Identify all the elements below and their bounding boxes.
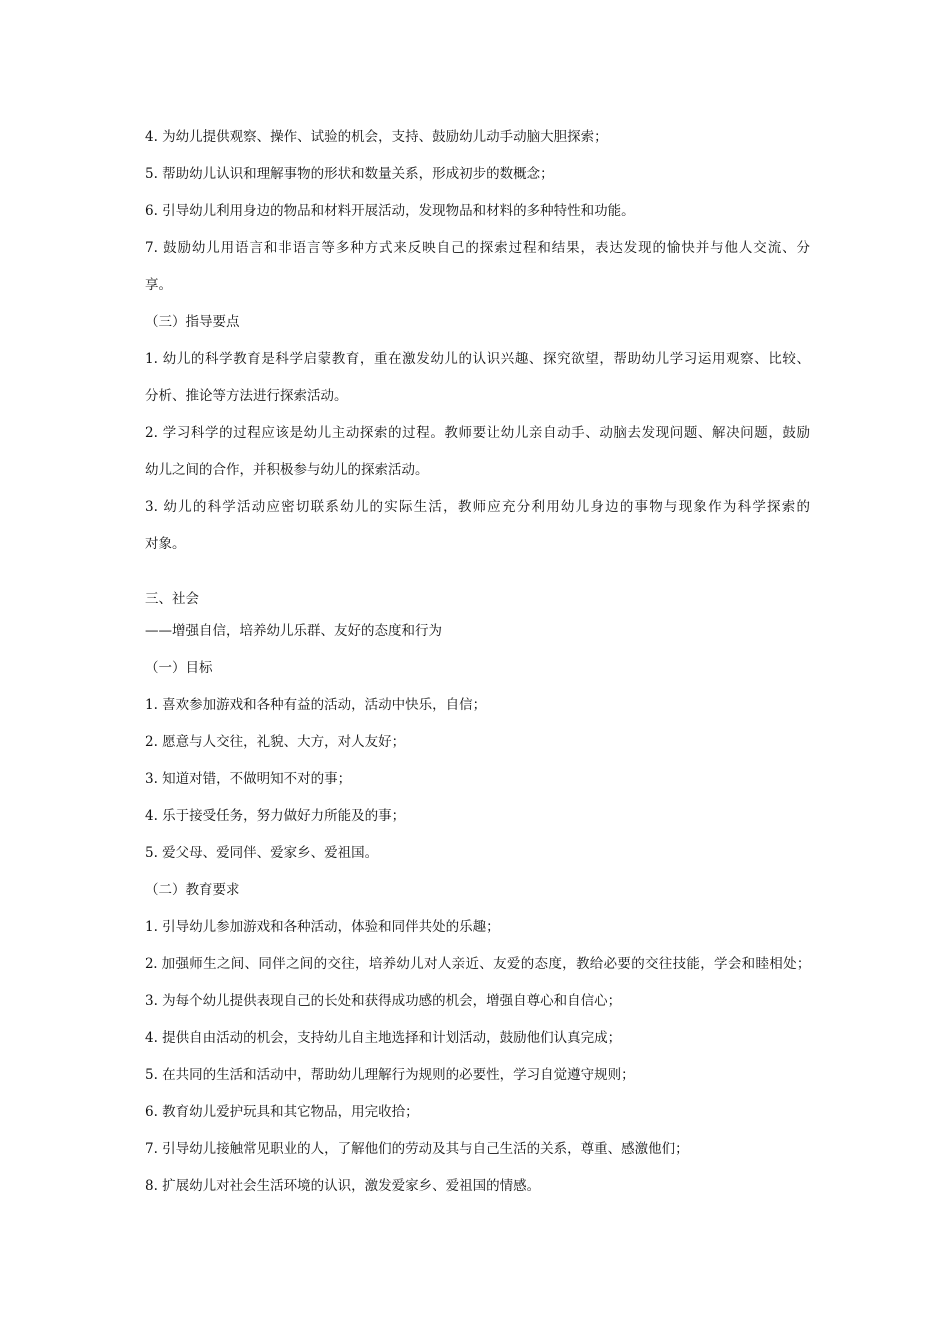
paragraph-continuation: 分析、推论等方法进行探索活动。 [145, 388, 348, 404]
document-body [145, 124, 810, 1210]
list-item: 7. 鼓励幼儿用语言和非语言等多种方式来反映自己的探索过程和结果，表达发现的愉快并与他人交流、分 [145, 240, 810, 256]
list-item: 4. 乐于接受任务，努力做好力所能及的事； [145, 808, 406, 824]
list-item: 6. 教育幼儿爱护玩具和其它物品，用完收拾； [145, 1104, 419, 1120]
section-subheading: （三）指导要点 [145, 314, 240, 330]
list-item: 4. 为幼儿提供观察、操作、试验的机会，支持、鼓励幼儿动手动脑大胆探索； [145, 129, 608, 145]
list-item: 4. 提供自由活动的机会，支持幼儿自主地选择和计划活动，鼓励他们认真完成； [145, 1030, 622, 1046]
section-subheading: （二）教育要求 [145, 882, 240, 898]
list-item: 1. 喜欢参加游戏和各种有益的活动，活动中快乐，自信； [145, 697, 487, 713]
section-heading: 三、社会 [145, 591, 199, 607]
paragraph-continuation: 幼儿之间的合作，并积极参与幼儿的探索活动。 [145, 462, 429, 478]
paragraph-continuation: 享。 [145, 277, 172, 293]
list-item: 3. 幼儿的科学活动应密切联系幼儿的实际生活，教师应充分利用幼儿身边的事物与现象作为科学探索的 [145, 499, 810, 515]
list-item: 1. 引导幼儿参加游戏和各种活动，体验和同伴共处的乐趣； [145, 919, 500, 935]
list-item: 5. 在共同的生活和活动中，帮助幼儿理解行为规则的必要性，学习自觉遵守规则； [145, 1067, 635, 1083]
section-subtitle: ——增强自信，培养幼儿乐群、友好的态度和行为 [145, 623, 442, 639]
list-item: 2. 愿意与人交往，礼貌、大方，对人友好； [145, 734, 406, 750]
list-item: 5. 帮助幼儿认识和理解事物的形状和数量关系，形成初步的数概念； [145, 166, 554, 182]
list-item: 8. 扩展幼儿对社会生活环境的认识，激发爱家乡、爱祖国的情感。 [145, 1178, 541, 1194]
list-item: 3. 知道对错，不做明知不对的事； [145, 771, 352, 787]
list-item: 1. 幼儿的科学教育是科学启蒙教育，重在激发幼儿的认识兴趣、探究欲望，帮助幼儿学习运用观察、比较、 [145, 351, 810, 367]
list-item: 5. 爱父母、爱同伴、爱家乡、爱祖国。 [145, 845, 379, 861]
list-item: 6. 引导幼儿利用身边的物品和材料开展活动，发现物品和材料的多种特性和功能。 [145, 203, 635, 219]
list-item: 2. 加强师生之间、同伴之间的交往，培养幼儿对人亲近、友爱的态度，教给必要的交往技能，学会和睦相处； [145, 956, 810, 972]
section-subheading: （一）目标 [145, 660, 213, 676]
list-item: 3. 为每个幼儿提供表现自己的长处和获得成功感的机会，增强自尊心和自信心； [145, 993, 622, 1009]
paragraph-continuation: 对象。 [145, 536, 186, 552]
list-item: 2. 学习科学的过程应该是幼儿主动探索的过程。教师要让幼儿亲自动手、动脑去发现问题、解决问题，鼓励 [145, 425, 810, 441]
list-item: 7. 引导幼儿接触常见职业的人，了解他们的劳动及其与自己生活的关系，尊重、感激他们； [145, 1141, 689, 1157]
